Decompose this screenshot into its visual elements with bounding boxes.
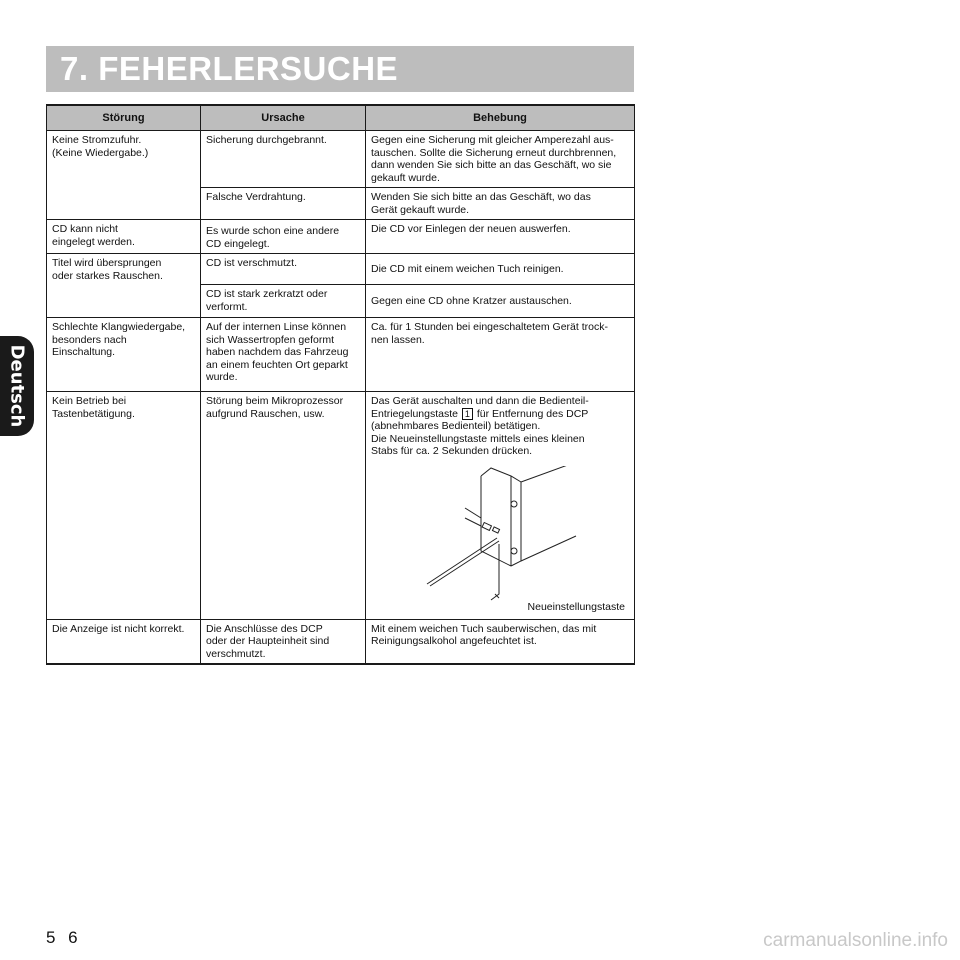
cause-cell: Sicherung durchgebrannt. xyxy=(201,131,366,188)
page-title: 7. FEHERLERSUCHE xyxy=(60,50,399,87)
title-bar xyxy=(46,46,634,92)
troubleshooting-table xyxy=(46,104,635,665)
page-number: 5 6 xyxy=(46,928,82,947)
remedy-cell: Ca. für 1 Stunden bei eingeschaltetem Gerät trock- nen lassen. xyxy=(366,318,635,392)
remedy-cell: Mit einem weichen Tuch sauberwischen, das mit Reinigungsalkohol angefeuchtet ist. xyxy=(366,619,635,664)
table-row xyxy=(47,254,635,285)
cause-cell: Es wurde schon eine andere CD eingelegt. xyxy=(201,220,366,254)
cause-cell: Falsche Verdrahtung. xyxy=(201,188,366,220)
language-tab xyxy=(0,336,34,436)
table-row xyxy=(47,220,635,254)
watermark: carmanualsonline.info xyxy=(763,930,948,951)
cause-cell: Störung beim Mikroprozessor aufgrund Rauschen, usw. xyxy=(201,392,366,620)
problem-cell: Keine Stromzufuhr. (Keine Wiedergabe.) xyxy=(47,131,201,220)
table-header-row xyxy=(47,105,635,131)
remedy-text-part1: Das Gerät auschalten und dann die Bedienteil- Entriegelungstaste xyxy=(371,395,589,420)
remedy-cell: Wenden Sie sich bitte an das Geschäft, wo das Gerät gekauft wurde. xyxy=(366,188,635,220)
cause-cell: Auf der internen Linse können sich Wassertropfen geformt haben nachdem das Fahrzeug an einem feuchten Ort geparkt wurde. xyxy=(201,318,366,392)
problem-cell: Titel wird übersprungen oder starkes Rauschen. xyxy=(47,254,201,318)
remedy-cell xyxy=(366,392,635,620)
reset-button-label: Neueinstellungstaste xyxy=(527,601,625,613)
problem-cell: Kein Betrieb bei Tastenbetätigung. xyxy=(47,392,201,620)
remedy-text-part2: für Entfernung des DCP (abnehmbares Bedienteil) betätigen. Die Neueinstellungstaste mittels eines kleinen Stabs für ca. 2 Sekunden drücken. xyxy=(371,407,589,457)
unit-drawing-icon xyxy=(371,466,629,616)
cause-cell: CD ist verschmutzt. xyxy=(201,254,366,285)
reset-button-illustration xyxy=(371,466,629,616)
remedy-cell: Gegen eine CD ohne Kratzer austauschen. xyxy=(366,285,635,318)
cause-cell: Die Anschlüsse des DCP oder der Haupteinheit sind verschmutzt. xyxy=(201,619,366,664)
table-row xyxy=(47,619,635,664)
remedy-cell: Die CD vor Einlegen der neuen auswerfen. xyxy=(366,220,635,254)
header-remedy: Behebung xyxy=(366,105,635,131)
header-problem: Störung xyxy=(47,105,201,131)
cause-cell: CD ist stark zerkratzt oder verformt. xyxy=(201,285,366,318)
remedy-cell: Gegen eine Sicherung mit gleicher Amperezahl aus- tauschen. Sollte die Sicherung erneut durchbrennen, dann wenden Sie sich bitte an das Geschäft, wo sie gekauft wurde. xyxy=(366,131,635,188)
header-cause: Ursache xyxy=(201,105,366,131)
language-tab-label: Deutsch xyxy=(6,344,28,428)
remedy-cell: Die CD mit einem weichen Tuch reinigen. xyxy=(366,254,635,285)
table-row xyxy=(47,318,635,392)
table-row xyxy=(47,131,635,188)
problem-cell: Die Anzeige ist nicht korrekt. xyxy=(47,619,201,664)
problem-cell: CD kann nicht eingelegt werden. xyxy=(47,220,201,254)
problem-cell: Schlechte Klangwiedergabe, besonders nach Einschaltung. xyxy=(47,318,201,392)
table-row xyxy=(47,392,635,620)
release-key-number: 1 xyxy=(462,408,473,420)
